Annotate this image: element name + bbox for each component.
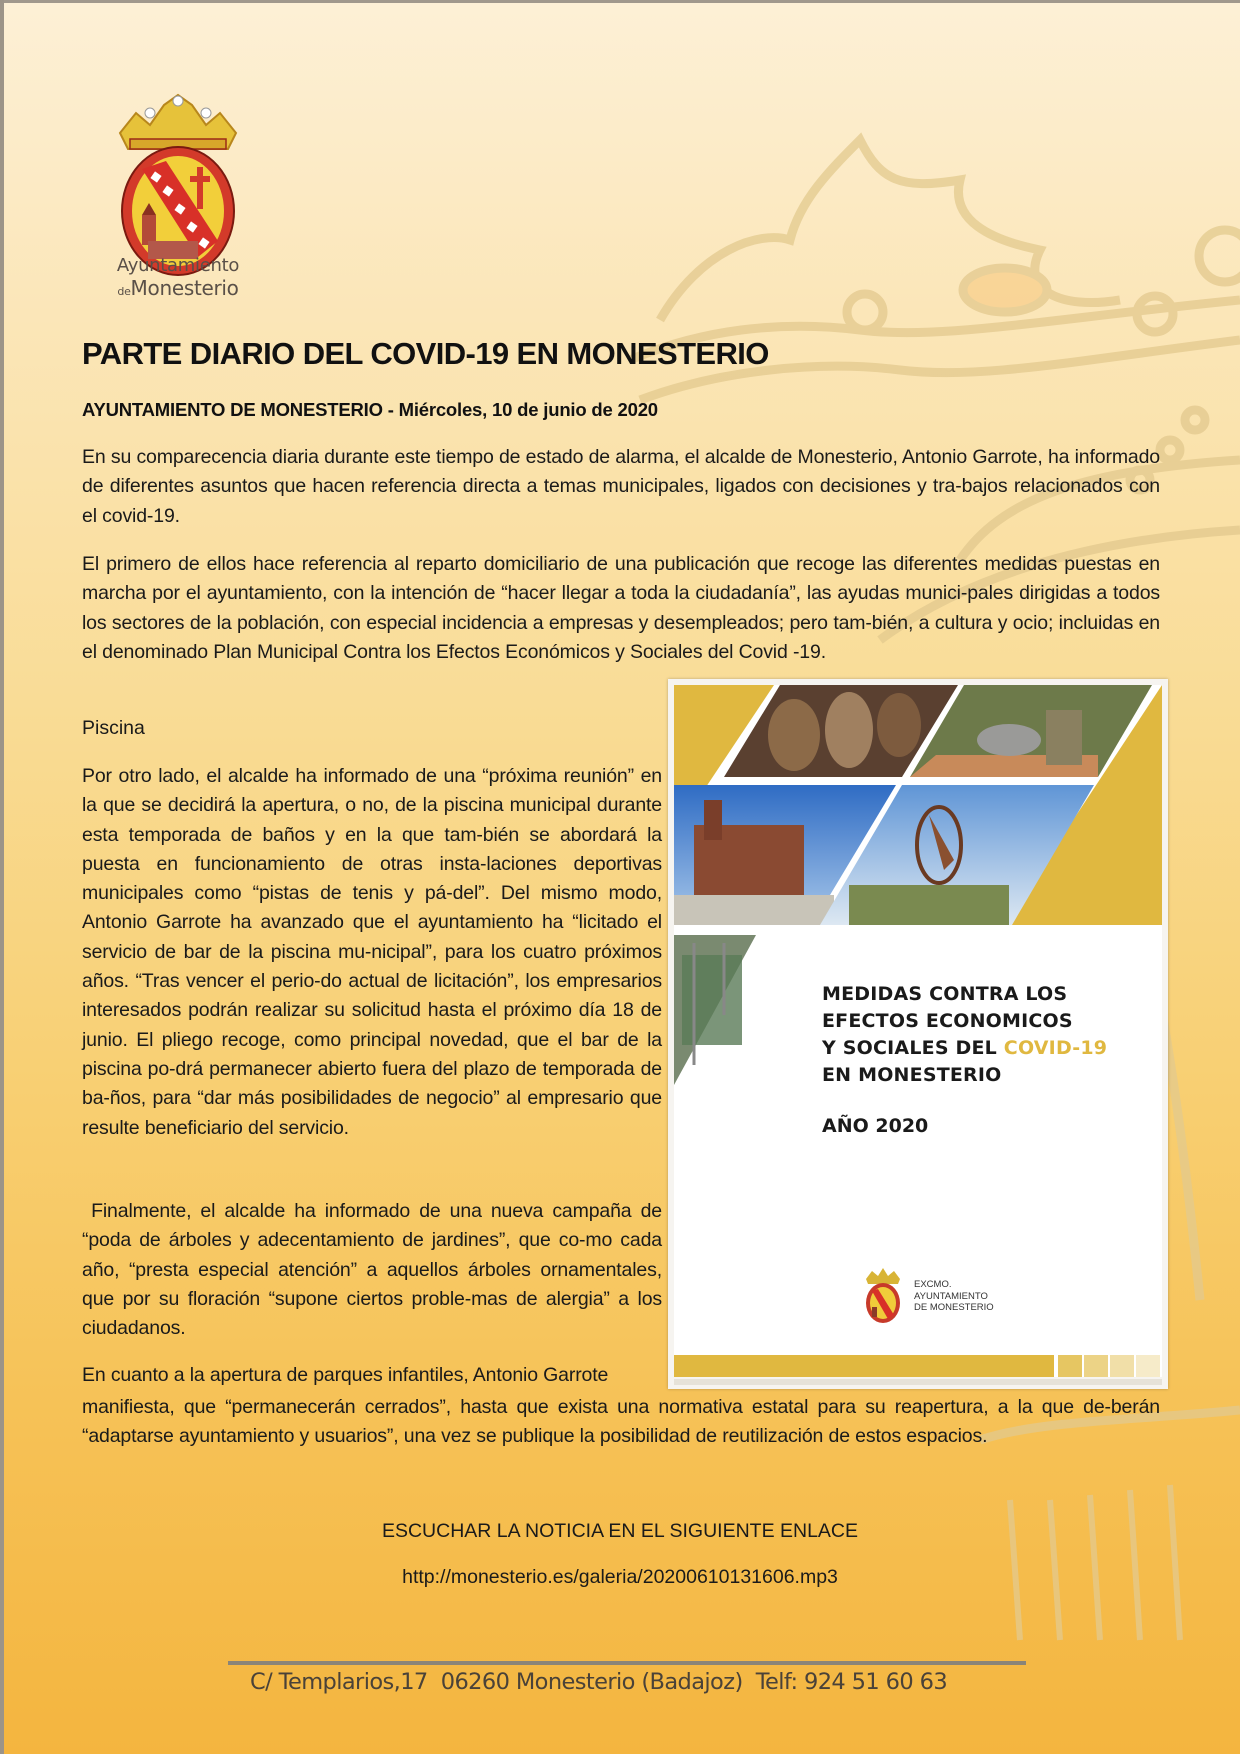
- paragraph-parques: manifiesta, que “permanecerán cerrados”, hasta que exista una normativa estatal para su reapertura, a la que de-berán “adaptarse ayuntamiento y usuarios”, una vez se publique la posibilidad de reutilización de estos espacios.: [82, 1396, 1160, 1448]
- page-subtitle: AYUNTAMIENTO DE MONESTERIO - Miércoles, 10 de junio de 2020: [82, 399, 658, 420]
- page-title: PARTE DIARIO DEL COVID-19 EN MONESTERIO: [82, 336, 769, 371]
- logo-label-line1: Ayuntamiento: [116, 255, 240, 276]
- brochure-org-line2: AYUNTAMIENTO: [914, 1290, 988, 1302]
- audio-link[interactable]: http://monesterio.es/galeria/20200610131606.mp3: [402, 1566, 838, 1588]
- listen-label: ESCUCHAR LA NOTICIA EN EL SIGUIENTE ENLACE: [381, 1520, 859, 1542]
- section-heading-piscina: Piscina: [82, 717, 145, 739]
- brochure-cover: [674, 685, 1162, 1377]
- brochure-title: [822, 981, 1107, 1089]
- footer-divider: [228, 1661, 1026, 1665]
- logo-label-line2: [108, 276, 248, 300]
- paragraph-poda: Finalmente, el alcalde ha informado de una nueva campaña de “poda de árboles y adecentamiento de jardines”, que co-mo cada año, “presta especial atención” a aquellos árboles ornamentales, que por su floración “supone ciertos proble-mas de alergia” a los ciudadanos.: [82, 1200, 668, 1340]
- brochure-org-name: [914, 1279, 994, 1314]
- brochure-title-line3: [822, 1035, 1107, 1062]
- brochure-org-line1: EXCMO.: [914, 1279, 952, 1290]
- brochure-swatch-3: [1110, 1355, 1134, 1377]
- brochure-title-line4: EN MONESTERIO: [822, 1064, 1002, 1086]
- paragraph-intro: En su comparecencia diaria durante este tiempo de estado de alarma, el alcalde de Monesterio, Antonio Garrote, ha informado de diferentes asuntos que hacen referencia directa a temas municipales, ligados con decisiones y tra-bajos relacionados con el covid-19.: [82, 446, 1160, 527]
- page-border-top: [0, 0, 1240, 3]
- footer-address: C/ Templarios,17 06260 Monesterio (Badajoz) Telf: 924 51 60 63: [250, 1669, 948, 1695]
- brochure-cover-image: [668, 679, 1168, 1389]
- brochure-bottom-edge: [674, 1379, 1162, 1385]
- paragraph-parques-first-line: En cuanto a la apertura de parques infantiles, Antonio Garrote: [82, 1364, 609, 1386]
- brochure-title-covid: COVID-19: [1003, 1037, 1108, 1059]
- logo-label-de: de: [117, 285, 131, 298]
- brochure-title-line2: EFECTOS ECONOMICOS: [822, 1010, 1073, 1032]
- brochure-swatch-1: [1058, 1355, 1082, 1377]
- brochure-swatch-2: [1084, 1355, 1108, 1377]
- logo-label-monesterio: Monesterio: [130, 276, 239, 300]
- page-border-left: [0, 0, 4, 1754]
- brochure-seal-icon: [862, 1265, 904, 1325]
- brochure-title-line1: MEDIDAS CONTRA LOS: [822, 983, 1068, 1005]
- paragraph-publication: El primero de ellos hace referencia al reparto domiciliario de una publicación que recoge las diferentes medidas puestas en marcha por el ayuntamiento, con la intención de “hacer llegar a toda la ciudadanía”, las ayudas munici-pales dirigidas a todos los sectores de la población, con especial incidencia a empresas y desempleados; pero tam-bién, a cultura y ocio; incluidas en el denominado Plan Municipal Contra los Efectos Económicos y Sociales del Covid -19.: [82, 553, 1160, 663]
- paragraph-piscina: Por otro lado, el alcalde ha informado de una “próxima reunión” en la que se decidirá la apertura, o no, de la piscina municipal durante esta temporada de baños y en la que tam-bién se abordará la puesta en funcionamiento de otras insta-laciones deportivas municipales como “pistas de tenis y pá-del”. Del mismo modo, Antonio Garrote ha avanzado que el ayuntamiento ha “licitado el servicio de bar de la piscina mu-nicipal”, para los cuatro próximos años. “Tras vencer el perio-do actual de licitación”, los empresarios interesados podrán realizar su solicitud hasta el próximo día 18 de junio. El pliego recoge, como principal novedad, que el bar de la piscina po-drá permanecer abierto fuera del plazo de temporada de ba-ños, para “dar más posibilidades de negocio” al empresario que resulte beneficiario del servicio.: [82, 765, 662, 1139]
- brochure-accent-bar: [674, 1355, 1054, 1377]
- brochure-title-line3-text: Y SOCIALES DEL: [822, 1037, 1004, 1059]
- brochure-swatch-4: [1136, 1355, 1160, 1377]
- brochure-org-line3: DE MONESTERIO: [914, 1302, 994, 1313]
- brochure-year: AÑO 2020: [822, 1115, 929, 1137]
